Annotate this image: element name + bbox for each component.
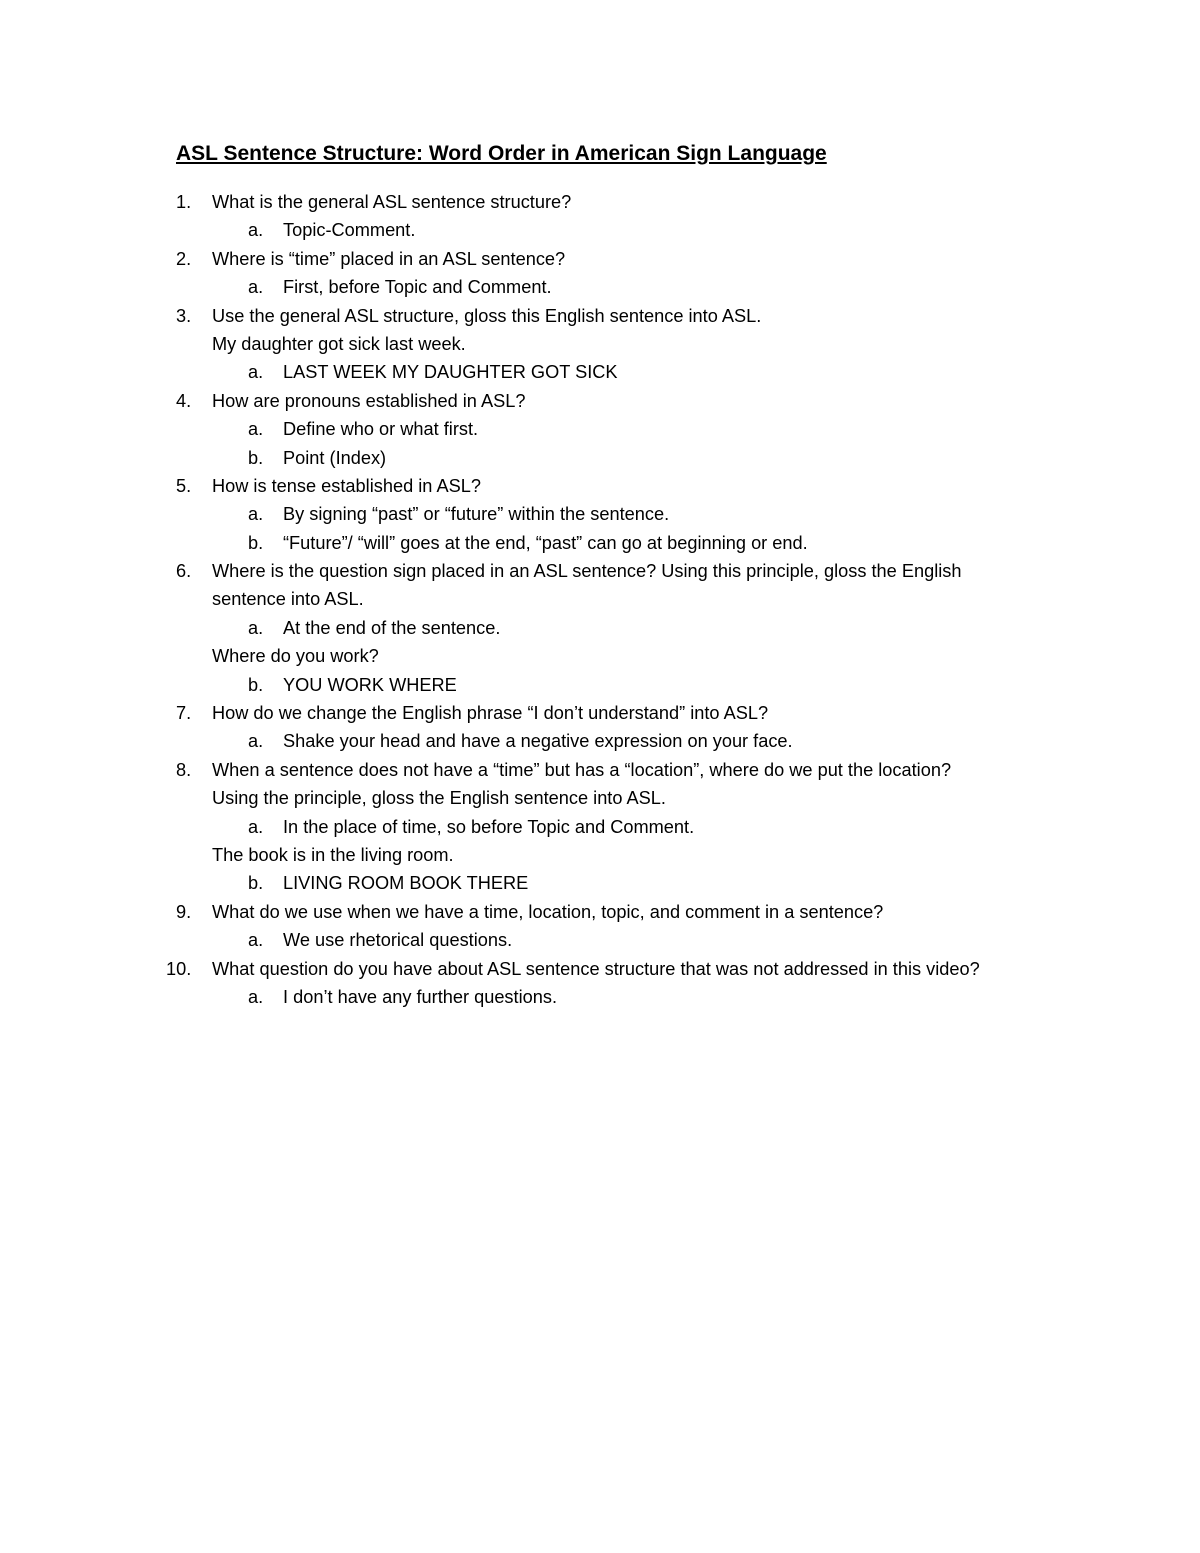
question-number: 9.: [176, 901, 192, 922]
answer-letter: a.: [248, 617, 264, 638]
answer-item: [0, 983, 1200, 1011]
question-number: 8.: [176, 759, 192, 780]
answer-item: [0, 358, 1200, 386]
answer-letter: b.: [248, 447, 264, 468]
answer-text: At the end of the sentence.: [283, 617, 501, 638]
answer-item: [0, 216, 1200, 244]
question-continuation: [0, 585, 1200, 613]
question-text: How is tense established in ASL?: [212, 475, 481, 496]
answer-text: Topic-Comment.: [283, 220, 416, 241]
question-number: 7.: [176, 703, 192, 724]
answer-letter: a.: [248, 930, 264, 951]
question-number: 6.: [176, 561, 192, 582]
question-list: [0, 188, 1200, 1011]
question-item: [0, 699, 1200, 727]
question-text: How do we change the English phrase “I don’t understand” into ASL?: [212, 703, 769, 724]
continuation-text: The book is in the living room.: [212, 844, 454, 865]
answer-item: [0, 529, 1200, 557]
question-item: [0, 302, 1200, 330]
answer-item: [0, 273, 1200, 301]
document-title: ASL Sentence Structure: Word Order in American Sign Language: [176, 142, 827, 165]
question-item: [0, 557, 1200, 585]
question-item: [0, 756, 1200, 784]
answer-letter: a.: [248, 816, 264, 837]
answer-item: [0, 500, 1200, 528]
question-item: [0, 245, 1200, 273]
question-text: What is the general ASL sentence structure?: [212, 192, 572, 212]
answer-letter: b.: [248, 532, 264, 553]
answer-letter: b.: [248, 674, 264, 695]
answer-text: I don’t have any further questions.: [283, 986, 557, 1007]
continuation-text: My daughter got sick last week.: [212, 333, 466, 354]
question-continuation: [0, 642, 1200, 670]
question-item: [0, 898, 1200, 926]
question-item: [0, 472, 1200, 500]
question-item: [0, 955, 1200, 983]
answer-letter: b.: [248, 873, 264, 894]
answer-letter: a.: [248, 731, 264, 752]
question-number: 10.: [166, 958, 192, 979]
answer-text: Point (Index): [283, 447, 387, 468]
answer-text: Define who or what first.: [283, 419, 479, 440]
answer-item: [0, 727, 1200, 755]
question-continuation: [0, 841, 1200, 869]
answer-letter: a.: [248, 419, 264, 440]
answer-text: YOU WORK WHERE: [283, 674, 457, 695]
question-item: [0, 188, 1200, 216]
continuation-text: sentence into ASL.: [212, 589, 364, 610]
answer-letter: a.: [248, 220, 264, 241]
question-text: Where is the question sign placed in an ASL sentence? Using this principle, gloss the English: [212, 561, 962, 582]
answer-item: [0, 813, 1200, 841]
answer-text: In the place of time, so before Topic and Comment.: [283, 816, 695, 837]
continuation-text: Where do you work?: [212, 646, 379, 667]
question-number: 4.: [176, 390, 192, 411]
answer-text: “Future”/ “will” goes at the end, “past” can go at beginning or end.: [283, 532, 808, 553]
question-text: How are pronouns established in ASL?: [212, 390, 526, 411]
question-number: 3.: [176, 305, 192, 326]
answer-text: Shake your head and have a negative expression on your face.: [283, 731, 793, 752]
question-text: What question do you have about ASL sentence structure that was not addressed in this video?: [212, 958, 980, 979]
answer-text: LAST WEEK MY DAUGHTER GOT SICK: [283, 362, 618, 383]
answer-letter: a.: [248, 504, 264, 525]
answer-item: [0, 415, 1200, 443]
answer-text: We use rhetorical questions.: [283, 930, 513, 951]
answer-letter: a.: [248, 986, 264, 1007]
answer-letter: a.: [248, 362, 264, 383]
continuation-text: Using the principle, gloss the English sentence into ASL.: [212, 788, 666, 809]
question-number: 1.: [176, 192, 192, 212]
question-number: 5.: [176, 475, 192, 496]
question-text: Where is “time” placed in an ASL sentence?: [212, 248, 566, 269]
question-text: What do we use when we have a time, location, topic, and comment in a sentence?: [212, 901, 884, 922]
answer-text: LIVING ROOM BOOK THERE: [283, 873, 529, 894]
question-text: When a sentence does not have a “time” but has a “location”, where do we put the location?: [212, 759, 952, 780]
answer-item: [0, 671, 1200, 699]
answer-letter: a.: [248, 277, 264, 298]
answer-text: First, before Topic and Comment.: [283, 277, 552, 298]
answer-item: [0, 614, 1200, 642]
answer-text: By signing “past” or “future” within the sentence.: [283, 504, 670, 525]
answer-item: [0, 444, 1200, 472]
question-continuation: [0, 330, 1200, 358]
question-text: Use the general ASL structure, gloss this English sentence into ASL.: [212, 305, 762, 326]
question-continuation: [0, 784, 1200, 812]
answer-item: [0, 926, 1200, 954]
answer-item: [0, 869, 1200, 897]
question-item: [0, 387, 1200, 415]
question-number: 2.: [176, 248, 192, 269]
